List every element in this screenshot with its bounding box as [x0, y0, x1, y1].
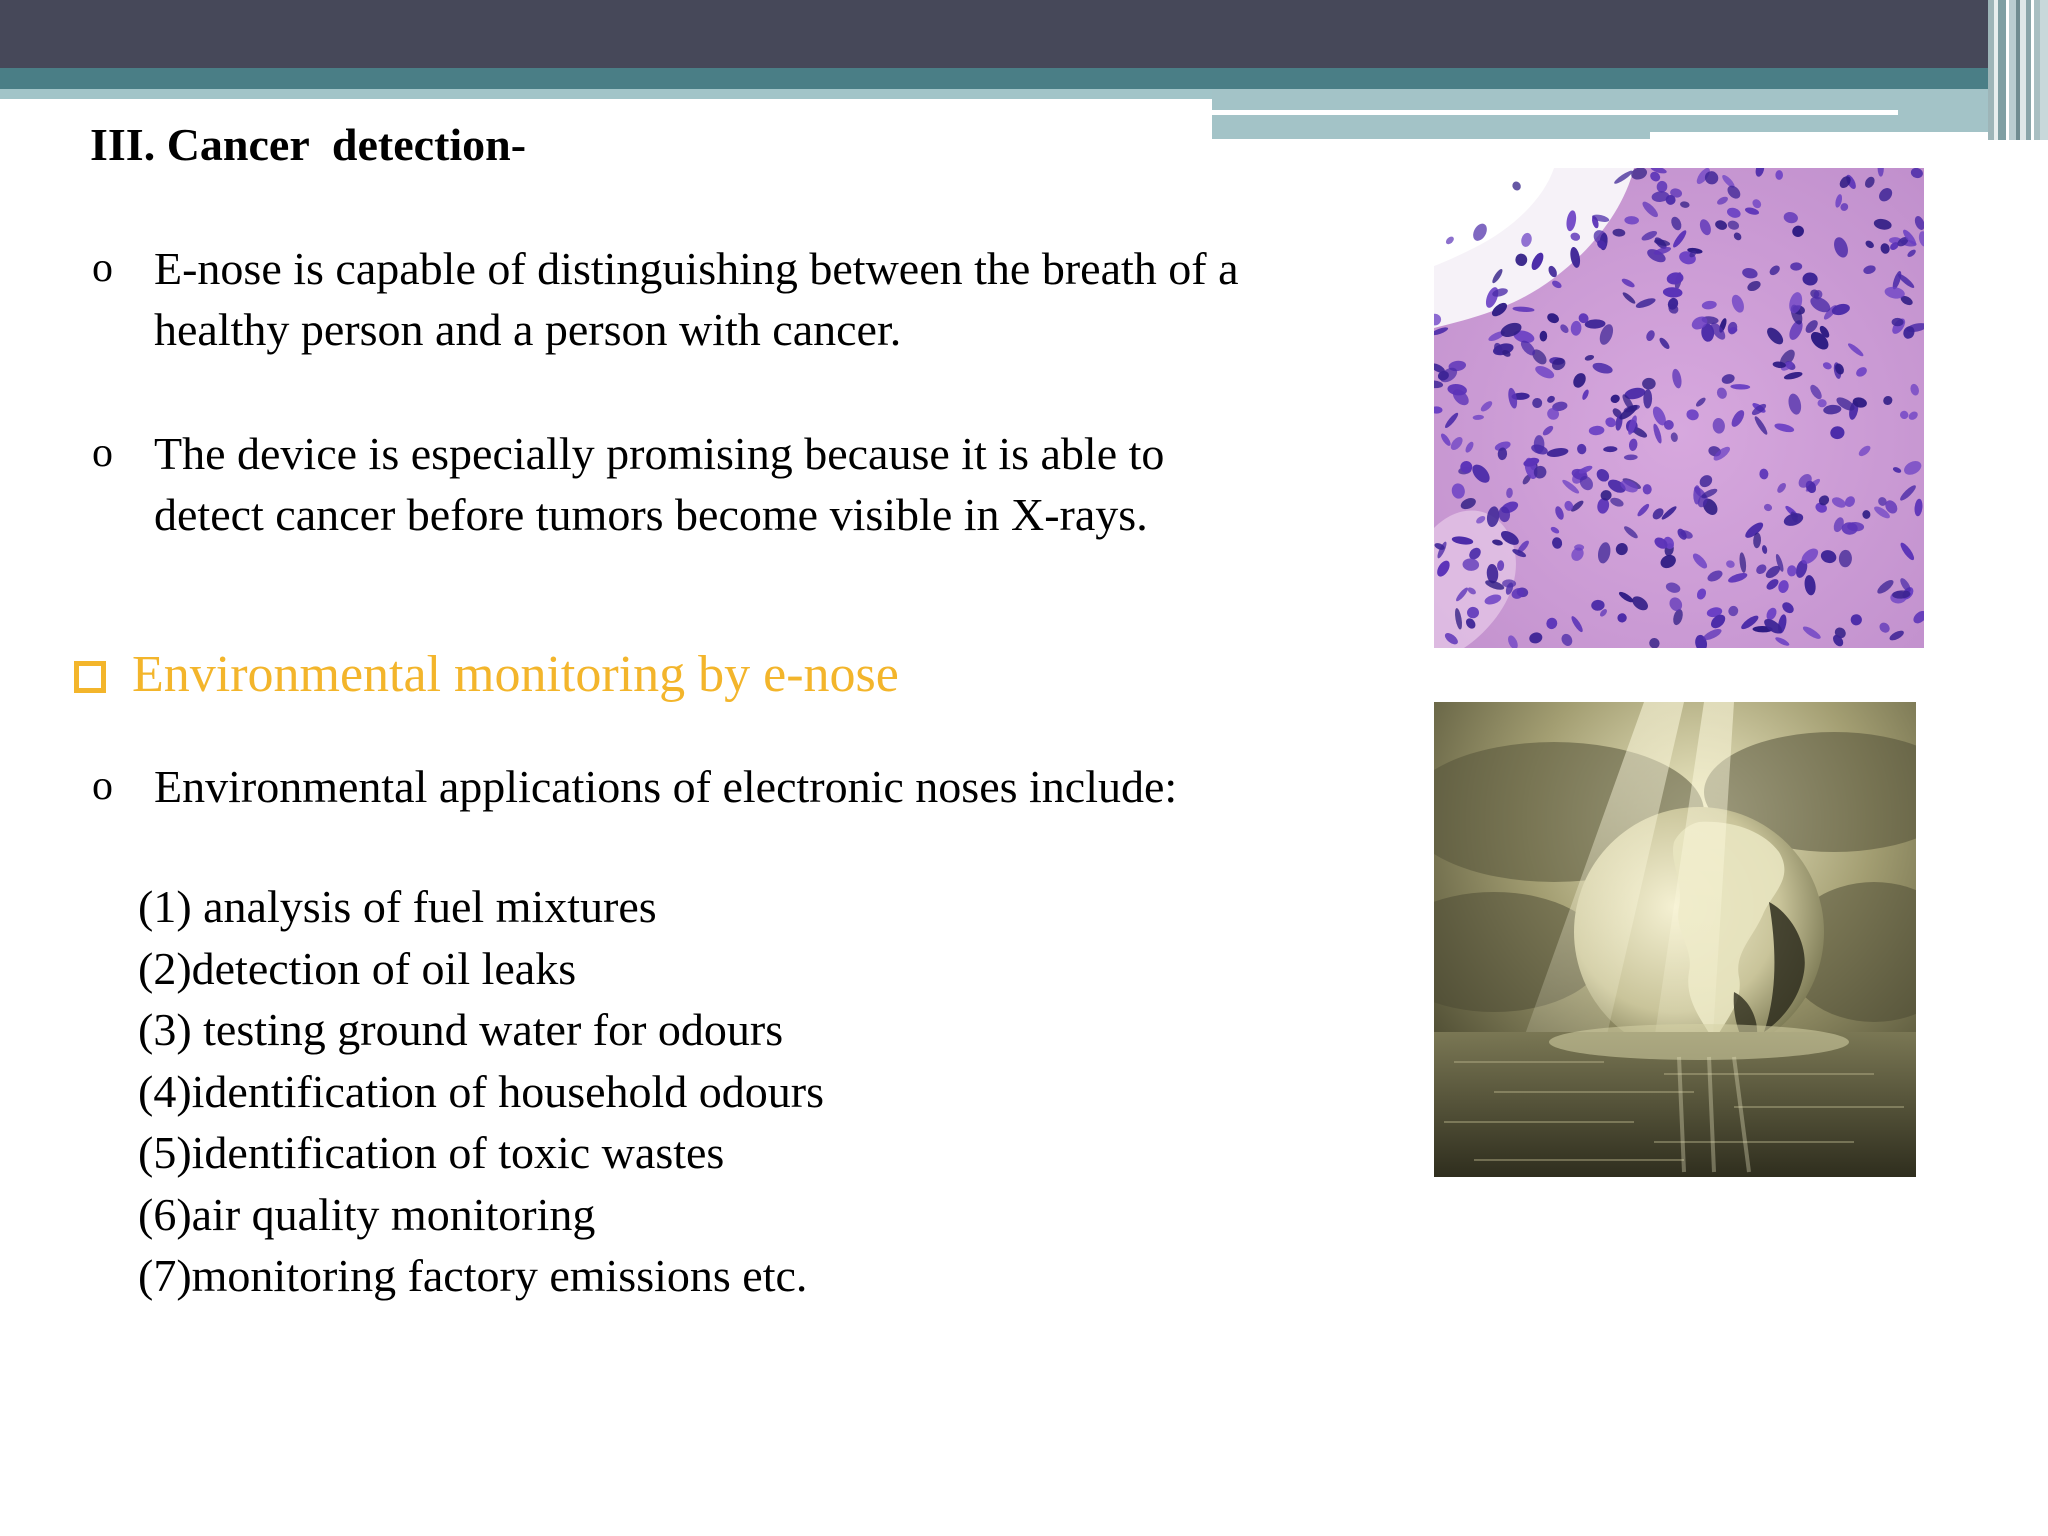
- bullet-mark: o: [92, 245, 113, 291]
- list-item: (6)air quality monitoring: [138, 1188, 596, 1240]
- bullet-mark: o: [92, 430, 113, 476]
- bullet-item: [92, 756, 1382, 817]
- list-item: (5)identification of toxic wastes: [138, 1127, 725, 1178]
- globe-in-water-image: [1434, 702, 1916, 1177]
- section-title: [74, 643, 899, 707]
- bullet-item: [92, 238, 1382, 360]
- slide-heading: III. Cancer detection-: [90, 119, 527, 170]
- globe-graphic: [1434, 702, 1916, 1177]
- bullet-mark: o: [92, 763, 113, 809]
- list-item: (4)identification of household odours: [138, 1065, 825, 1117]
- list-item: (7)monitoring factory emissions etc.: [138, 1250, 808, 1301]
- header-teal-bar: [0, 68, 2048, 89]
- header-light-bar: [0, 89, 1212, 99]
- header-corner-stripes: [1988, 0, 2048, 140]
- histology-cells-image: [1434, 168, 1924, 648]
- bullet-text: Environmental applications of electronic noses include:: [154, 761, 1178, 812]
- header-dark-bar: [0, 0, 2048, 68]
- bullet-line: healthy person and a person with cancer.: [154, 304, 902, 355]
- header-right-line: [1650, 132, 2012, 139]
- section-title-text: Environmental monitoring by e-nose: [132, 646, 899, 703]
- list-item: (2)detection of oil leaks: [138, 942, 577, 994]
- histology-cells-graphic: [1434, 168, 1924, 648]
- cell-nucleus: [1534, 435, 1545, 453]
- bullet-text: [154, 238, 1239, 360]
- header-right-line: [1212, 110, 1898, 115]
- bullet-item: [92, 423, 1382, 545]
- bullet-text: [154, 423, 1164, 545]
- checkbox-bullet-icon: [74, 661, 106, 693]
- applications-list: [138, 876, 824, 1307]
- list-item: (3) testing ground water for odours: [138, 1004, 784, 1055]
- bullet-line: The device is especially promising because it is able to: [154, 428, 1165, 479]
- list-item: (1) analysis of fuel mixtures: [138, 881, 657, 932]
- bullet-line: detect cancer before tumors become visible in X-rays.: [154, 489, 1148, 540]
- bullet-line: E-nose is capable of distinguishing between the breath of a: [154, 243, 1239, 294]
